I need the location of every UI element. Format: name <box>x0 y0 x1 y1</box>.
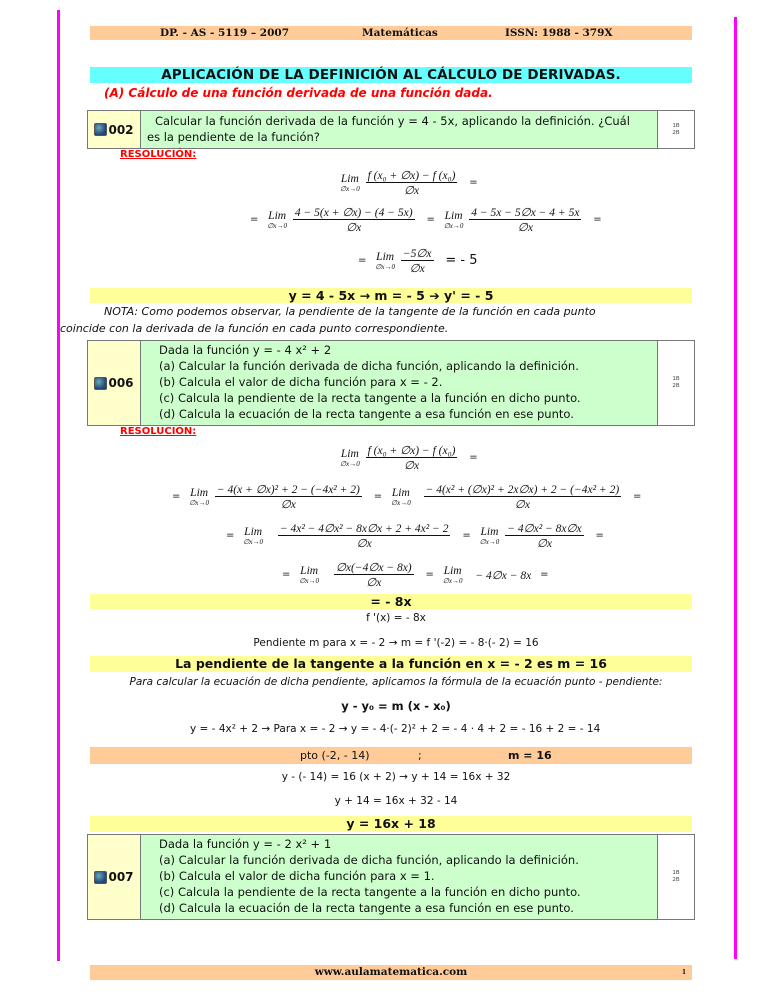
slope-result-band: La pendiente de la tangente a la función en x = - 2 es m = 16 <box>90 656 692 672</box>
point-and-slope-band <box>90 747 692 764</box>
formula-step-2: = Lim ∅x→0 $\frac{-5\emptyset x}{\emptyset x}$ = - 5 <box>358 248 478 275</box>
exercise-statement: Dada la función y = - 4 x² + 2 (a) Calcular la función derivada de dicha función, aplicando la definición. (b) Calcula el valor de dicha función para x = - 2. (c) Calcula la pendiente de la recta tangente a la función en dicho punto. (d) Calcula la ecuación de la recta tangente a esa función en ese punto. <box>141 341 658 425</box>
formula-step-2: = Lim ∅x→0 $\frac{\text{− 4x² − 4∅x² − 8x∅x + 2 + 4x² − 2}}{\emptyset x}$ = Lim ∅x→0 $\frac{\text{− 4∅x² − 8x∅x}}{\emptyset x}$ = <box>226 523 604 550</box>
exercise-007-box <box>87 834 695 920</box>
header-subject: Matemáticas <box>362 27 438 39</box>
level-tags: 1B 2B <box>658 111 694 148</box>
derivative-line: f '(x) = - 8x <box>366 612 426 624</box>
right-margin-line <box>734 17 737 959</box>
exercise-number[interactable]: 007 <box>88 835 141 919</box>
header-issn: ISSN: 1988 - 379X <box>505 27 613 39</box>
result-derivative-006: = - 8x <box>90 594 692 609</box>
point-value: pto (-2, - 14) <box>300 749 370 762</box>
separator: ; <box>418 749 422 762</box>
header-doc-id: DP. - AS - 5119 – 2007 <box>160 27 289 39</box>
resolution-label: RESOLUCIÓN: <box>120 426 197 437</box>
formula-step-3: = Lim ∅x→0 $\frac{\emptyset x(-4\emptyset x - 8x)}{\emptyset x}$ = Lim ∅x→0 − 4∅x − 8x = <box>282 562 549 589</box>
exercise-002-box <box>87 110 695 149</box>
exercise-number[interactable]: 006 <box>88 341 141 425</box>
point-slope-formula: y - y₀ = m (x - x₀) <box>341 699 451 713</box>
exercise-statement: Dada la función y = - 2 x² + 1 (a) Calcular la función derivada de dicha función, aplicando la definición. (b) Calcula el valor de dicha función para x = 1. (c) Calcula la pendiente de la recta tangente a la función en dicho punto. (d) Calcula la ecuación de la recta tangente a esa función en ese punto. <box>141 835 658 919</box>
formula-step-1: = Lim ∅x→0 $\frac{\text{− 4(x + ∅x)² + 2 − (−4x² + 2)}}{\emptyset x}$ = Lim ∅x→0 $\frac{\text{− 4(x² + (∅x)² + 2x∅x) + 2 − (−4x² + 2)}}{\emptyset x}$ = <box>172 484 642 511</box>
formula-step-1: = Lim ∅x→0 $\frac{4 - 5(x + \emptyset x) - (4 - 5x)}{\emptyset x}$ = Lim ∅x→0 $\frac{4 - 5x - 5\emptyset x - 4 + 5x}{\emptyset x}$ = <box>250 207 602 234</box>
globe-icon <box>94 871 107 884</box>
point-slope-intro: Para calcular la ecuación de dicha pendiente, aplicamos la fórmula de la ecuación punto - pendiente: <box>129 676 663 688</box>
page-number: 1 <box>681 969 686 976</box>
formula-definition: Lim ∅x→0 $\frac{\text{f (x₀ + ∅x) − f (x₀)}}{\emptyset x}$ = <box>340 445 478 472</box>
result-summary-002: y = 4 - 5x → m = - 5 ➔ y' = - 5 <box>90 288 692 303</box>
globe-icon <box>94 377 107 390</box>
left-margin-line <box>57 10 60 961</box>
evaluation-line: y = - 4x² + 2 → Para x = - 2 → y = - 4·(- 2)² + 2 = - 4 · 4 + 2 = - 16 + 2 = - 14 <box>190 723 601 735</box>
section-subtitle: (A) Cálculo de una función derivada de una función dada. <box>104 86 493 100</box>
formula-definition: Lim ∅x→0 $\frac{\text{f (x₀ + ∅x) − f (x₀)}}{\emptyset x}$ = <box>340 170 478 197</box>
resolution-label: RESOLUCIÓN: <box>120 149 197 160</box>
footer-url[interactable]: www.aulamatematica.com <box>314 966 468 978</box>
page-title: APLICACIÓN DE LA DEFINICIÓN AL CÁLCULO DE DERIVADAS. <box>90 67 692 83</box>
note-text: NOTA: Como podemos observar, la pendiente de la tangente de la función en cada punto coincide con la derivada de la función en cada punto correspondiente. <box>60 305 596 335</box>
page-header <box>90 26 692 40</box>
exercise-number[interactable]: 002 <box>88 111 141 148</box>
level-tags: 1B 2B <box>658 341 694 425</box>
tangent-equation-step-1: y - (- 14) = 16 (x + 2) → y + 14 = 16x + 32 <box>281 771 511 783</box>
tangent-equation-step-2: y + 14 = 16x + 32 - 14 <box>334 795 458 807</box>
globe-icon <box>94 123 107 136</box>
level-tags: 1B 2B <box>658 835 694 919</box>
slope-calculation: Pendiente m para x = - 2 → m = f '(-2) = - 8·(- 2) = 16 <box>253 637 539 649</box>
exercise-statement: Calcular la función derivada de la función y = 4 - 5x, aplicando la definición. ¿Cuál es la pendiente de la función? <box>141 111 658 148</box>
page-footer <box>90 965 692 980</box>
exercise-006-box <box>87 340 695 426</box>
slope-value: m = 16 <box>508 749 552 762</box>
tangent-final-result: y = 16x + 18 <box>90 816 692 832</box>
